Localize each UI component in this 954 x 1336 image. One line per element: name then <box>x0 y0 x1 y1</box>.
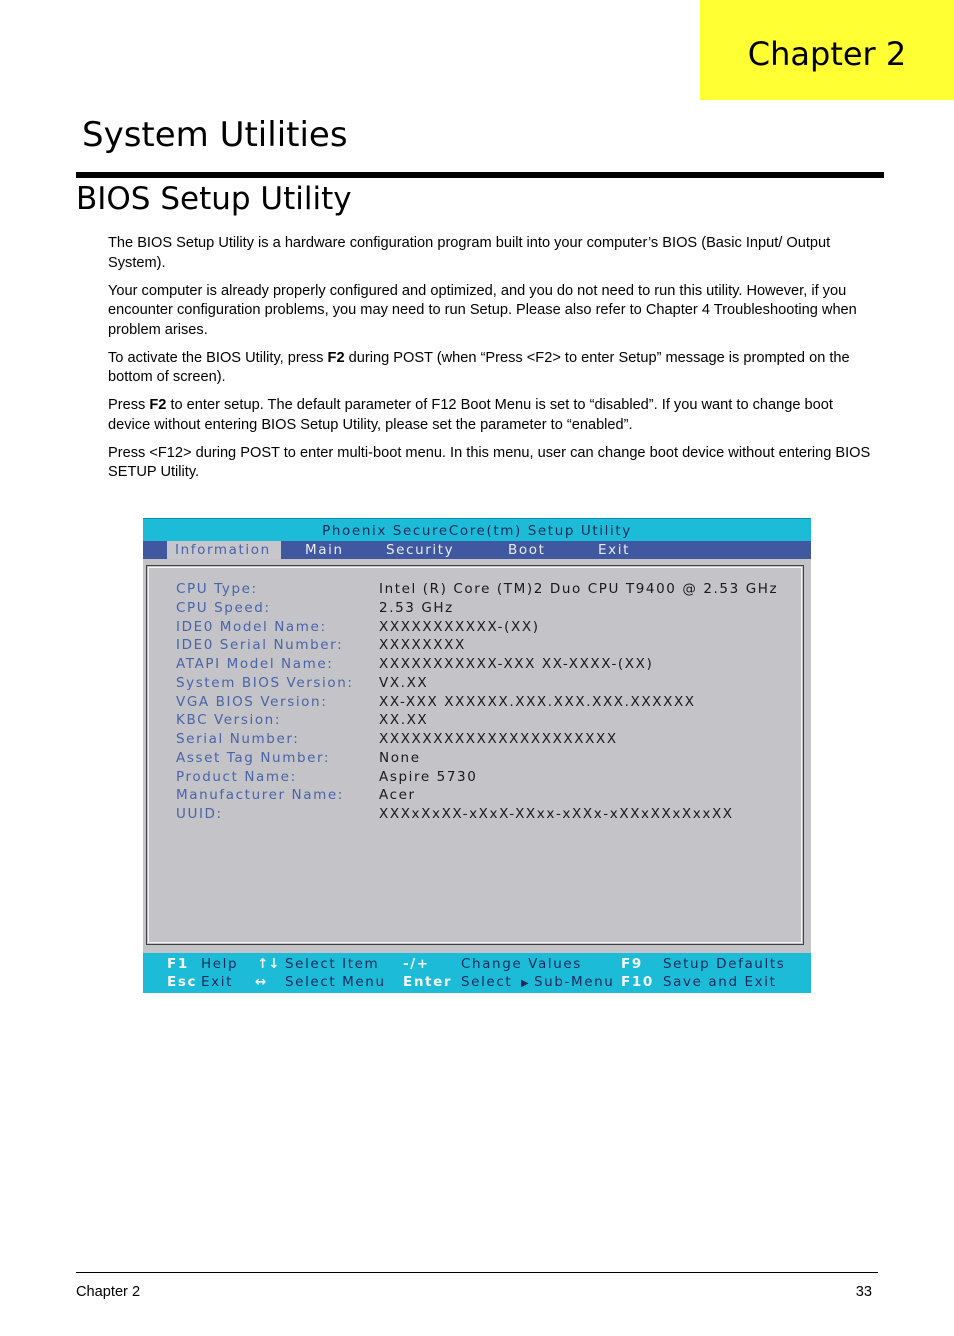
legend-minus-plus <box>403 955 430 973</box>
text-span: Press <box>108 397 150 413</box>
bios-key-legend <box>143 953 811 993</box>
chapter-tab <box>700 0 954 100</box>
legend-f1 <box>167 955 189 973</box>
text-span: during POST (when “Press <F2> to enter Setup” message is prompted on the bottom of screen). <box>108 349 850 385</box>
bios-info-panel <box>146 565 804 945</box>
body-text <box>108 234 878 491</box>
bios-tab-boot[interactable]: Boot <box>508 542 546 558</box>
info-label: Serial Number: <box>176 731 300 747</box>
legend-sub-menu <box>534 973 614 991</box>
info-label: CPU Type: <box>176 581 258 597</box>
info-value: Aspire 5730 <box>379 769 478 785</box>
info-label: Asset Tag Number: <box>176 750 331 766</box>
legend-esc <box>167 973 197 991</box>
legend-f10 <box>621 973 654 991</box>
key-f10: F10 <box>621 974 654 990</box>
legend-save-exit-label: Save and Exit <box>663 974 777 990</box>
text-span: To activate the BIOS Utility, press <box>108 349 328 366</box>
info-label: IDE0 Model Name: <box>176 619 327 635</box>
info-label: KBC Version: <box>176 712 281 728</box>
bios-tab-security[interactable]: Security <box>386 542 455 558</box>
key-esc: Esc <box>167 974 198 990</box>
page-title: System Utilities <box>82 115 348 155</box>
bios-title-bar: Phoenix SecureCore(tm) Setup Utility <box>143 518 811 541</box>
bios-tab-exit[interactable]: Exit <box>598 542 630 558</box>
text-span: to enter setup. The default parameter of F12 Boot Menu is set to “disabled”. If you want to change boot device without entering BIOS Setup Utility, please set the parameter to “enabled”. <box>108 397 833 433</box>
legend-change-values-label: Change Values <box>461 956 582 972</box>
legend-help-label: Help <box>201 956 239 972</box>
info-label: System BIOS Version: <box>176 675 354 691</box>
key-enter: Enter <box>403 974 453 990</box>
paragraph-activate <box>108 349 878 388</box>
key-f2: F2 <box>149 397 167 413</box>
paragraph-press-f12: Press <F12> during POST to enter multi-boot menu. In this menu, user can change boot device without entering BIOS SETUP Utility. <box>108 444 871 480</box>
legend-setup-defaults-label: Setup Defaults <box>663 956 786 972</box>
key-f9: F9 <box>621 956 643 972</box>
bios-tab-main[interactable]: Main <box>305 542 344 558</box>
legend-enter <box>403 973 452 991</box>
info-value: None <box>379 750 421 766</box>
bios-screenshot <box>143 518 811 993</box>
paragraph-press-f2 <box>108 396 878 435</box>
info-label: IDE0 Serial Number: <box>176 637 344 653</box>
legend-select-item <box>285 955 379 973</box>
legend-select-label: Select <box>461 974 513 990</box>
paragraph-configured: Your computer is already properly configured and optimized, and you do not need to run this utility. However, if you encounter configuration problems, you may need to run Setup. Please also refer to Chapter 4 Troubleshooting when problem arises. <box>108 282 857 338</box>
info-label: VGA BIOS Version: <box>176 694 328 710</box>
chapter-tab-label: Chapter 2 <box>747 35 907 73</box>
info-value: XXXXXXXXXXX-(XX) <box>379 619 540 635</box>
up-down-arrows-icon <box>257 955 280 973</box>
key-minus-plus: -/+ <box>403 956 430 972</box>
key-f2: F2 <box>327 349 345 366</box>
info-value: Acer <box>379 787 416 803</box>
legend-help <box>201 955 238 973</box>
legend-select <box>461 973 512 991</box>
left-right-arrow-icon <box>255 973 266 991</box>
info-value: XXXxXxXX-xXxX-XXxx-xXXx-xXXxXXxXxxXX <box>379 806 734 822</box>
legend-f9 <box>621 955 643 973</box>
page-number: 33 <box>855 1284 872 1300</box>
legend-save-exit <box>663 973 776 991</box>
info-value: 2.53 GHz <box>379 600 454 616</box>
footer-chapter: Chapter 2 <box>76 1284 141 1300</box>
legend-setup-defaults <box>663 955 785 973</box>
info-value: XX-XXX XXXXXX.XXX.XXX.XXX.XXXXXX <box>379 694 696 710</box>
title-divider <box>76 172 884 178</box>
key-f1: F1 <box>167 956 189 972</box>
section-title: BIOS Setup Utility <box>76 181 352 217</box>
info-label: CPU Speed: <box>176 600 271 616</box>
paragraph-intro: The BIOS Setup Utility is a hardware configuration program built into your computer’s BIOS (Basic Input/ Output System). <box>108 235 831 271</box>
up-down-arrows-glyph: ↑↓ <box>257 956 280 972</box>
legend-sub-menu-label: Sub-Menu <box>534 974 615 990</box>
left-right-arrow-glyph: ↔ <box>255 974 267 990</box>
info-label: ATAPI Model Name: <box>176 656 334 672</box>
info-label: Manufacturer Name: <box>176 787 344 803</box>
info-label: UUID: <box>176 806 223 822</box>
legend-select-menu <box>285 973 386 991</box>
legend-change-values <box>461 955 582 973</box>
footer-divider <box>76 1272 878 1273</box>
triangle-right-glyph: ▶ <box>521 978 529 989</box>
bios-menu-bar <box>143 541 811 559</box>
triangle-right-icon <box>521 973 529 991</box>
legend-exit <box>201 973 233 991</box>
bios-tab-information[interactable]: Information <box>167 541 281 559</box>
info-value: XXXXXXXXXXXXXXXXXXXXXX <box>379 731 618 747</box>
info-value: XXXXXXXX <box>379 637 466 653</box>
info-label: Product Name: <box>176 769 297 785</box>
info-value: VX.XX <box>379 675 429 691</box>
info-value: Intel (R) Core (TM)2 Duo CPU T9400 @ 2.53 GHz <box>379 581 779 597</box>
legend-exit-label: Exit <box>201 974 233 990</box>
info-value: XX.XX <box>379 712 429 728</box>
info-value: XXXXXXXXXXX-XXX XX-XXXX-(XX) <box>379 656 654 672</box>
legend-select-item-label: Select Item <box>285 956 380 972</box>
legend-select-menu-label: Select Menu <box>285 974 386 990</box>
